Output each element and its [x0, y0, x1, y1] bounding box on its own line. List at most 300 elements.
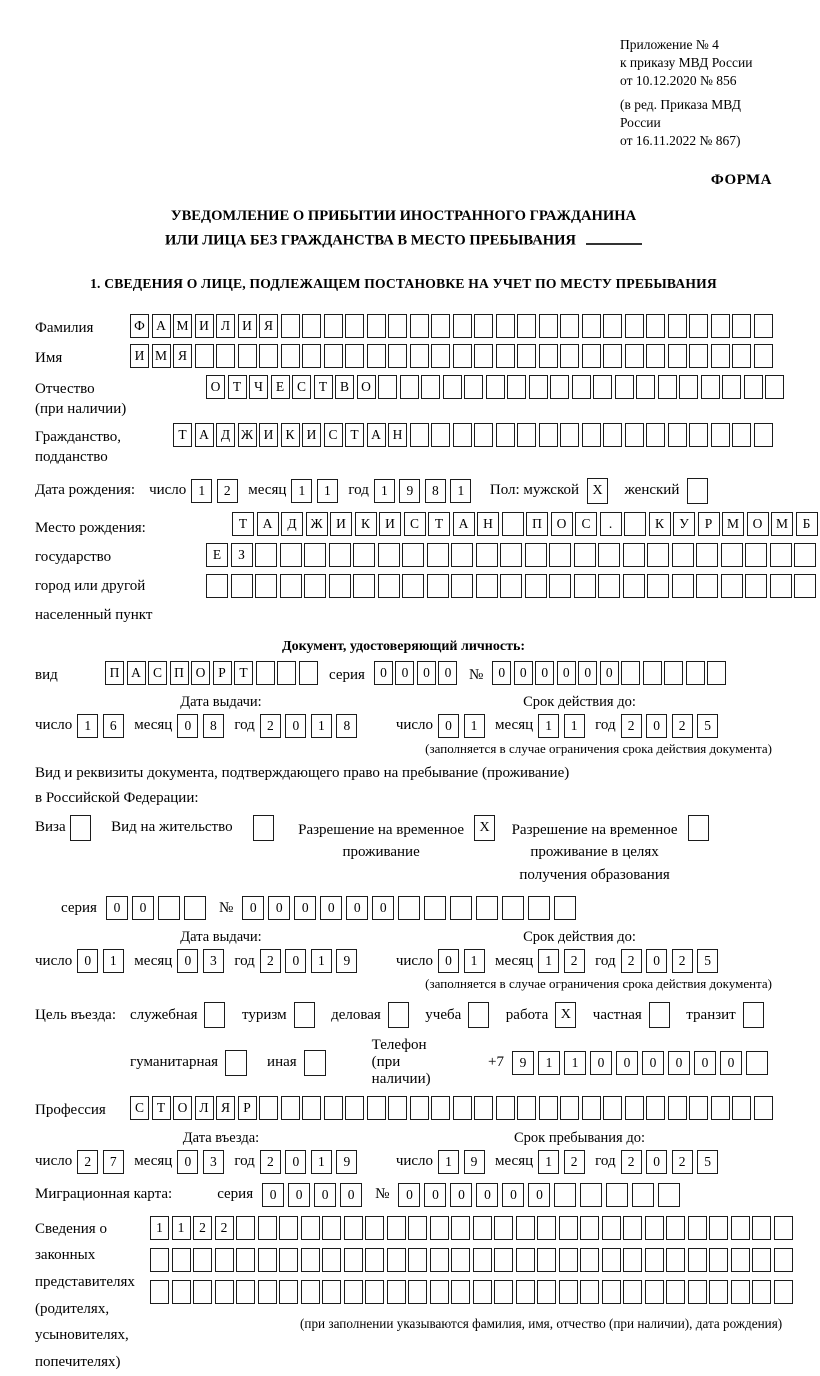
char-cell[interactable] [473, 1280, 492, 1304]
char-cell[interactable] [746, 1051, 768, 1075]
char-cell[interactable]: 0 [268, 896, 290, 920]
char-cell[interactable] [345, 314, 364, 338]
char-cell[interactable] [539, 1096, 558, 1120]
char-cell[interactable] [494, 1216, 513, 1240]
purpose-private-checkbox[interactable] [649, 1002, 670, 1028]
char-cell[interactable] [443, 375, 462, 399]
char-cell[interactable] [666, 1216, 685, 1240]
char-cell[interactable]: 0 [242, 896, 264, 920]
char-cell[interactable]: 0 [646, 714, 667, 738]
char-cell[interactable]: И [259, 423, 278, 447]
char-cell[interactable] [559, 1248, 578, 1272]
char-cell[interactable]: 0 [590, 1051, 612, 1075]
char-cell[interactable]: 0 [417, 661, 436, 685]
char-cell[interactable] [451, 574, 473, 598]
char-cell[interactable] [770, 543, 792, 567]
char-cell[interactable] [367, 344, 386, 368]
char-cell[interactable] [537, 1248, 556, 1272]
char-cell[interactable] [709, 1280, 728, 1304]
char-cell[interactable]: 1 [172, 1216, 191, 1240]
char-cell[interactable] [344, 1280, 363, 1304]
char-cell[interactable] [625, 1096, 644, 1120]
char-cell[interactable] [430, 1280, 449, 1304]
char-cell[interactable] [580, 1183, 602, 1207]
char-cell[interactable]: У [673, 512, 695, 536]
char-cell[interactable] [689, 314, 708, 338]
char-cell[interactable]: 1 [564, 1051, 586, 1075]
char-cell[interactable] [365, 1280, 384, 1304]
char-cell[interactable] [732, 1096, 751, 1120]
temp-residence-edu-checkbox[interactable] [688, 815, 709, 841]
char-cell[interactable]: О [357, 375, 376, 399]
char-cell[interactable] [215, 1248, 234, 1272]
char-cell[interactable]: А [257, 512, 279, 536]
char-cell[interactable] [430, 1248, 449, 1272]
char-cell[interactable] [302, 344, 321, 368]
char-cell[interactable]: 0 [578, 661, 597, 685]
char-cell[interactable] [281, 314, 300, 338]
char-cell[interactable]: 1 [191, 479, 212, 503]
char-cell[interactable]: Ч [249, 375, 268, 399]
char-cell[interactable] [378, 574, 400, 598]
char-cell[interactable]: Е [206, 543, 228, 567]
char-cell[interactable] [646, 344, 665, 368]
char-cell[interactable] [400, 375, 419, 399]
purpose-humanitarian-checkbox[interactable] [225, 1050, 247, 1076]
char-cell[interactable]: И [330, 512, 352, 536]
char-cell[interactable]: 2 [672, 714, 693, 738]
char-cell[interactable]: 1 [103, 949, 124, 973]
char-cell[interactable] [236, 1280, 255, 1304]
visa-checkbox[interactable] [70, 815, 91, 841]
char-cell[interactable]: 0 [372, 896, 394, 920]
char-cell[interactable] [731, 1216, 750, 1240]
char-cell[interactable] [636, 375, 655, 399]
char-cell[interactable]: Л [195, 1096, 214, 1120]
char-cell[interactable] [711, 314, 730, 338]
char-cell[interactable] [615, 375, 634, 399]
char-cell[interactable] [507, 375, 526, 399]
char-cell[interactable] [451, 1280, 470, 1304]
char-cell[interactable] [516, 1216, 535, 1240]
char-cell[interactable] [672, 543, 694, 567]
char-cell[interactable] [410, 1096, 429, 1120]
char-cell[interactable]: 0 [294, 896, 316, 920]
char-cell[interactable]: И [379, 512, 401, 536]
char-cell[interactable] [324, 1096, 343, 1120]
char-cell[interactable]: С [324, 423, 343, 447]
char-cell[interactable]: 0 [616, 1051, 638, 1075]
char-cell[interactable] [408, 1280, 427, 1304]
char-cell[interactable]: 8 [203, 714, 224, 738]
char-cell[interactable]: 2 [672, 1150, 693, 1174]
char-cell[interactable]: Т [428, 512, 450, 536]
char-cell[interactable] [353, 543, 375, 567]
char-cell[interactable]: 3 [203, 1150, 224, 1174]
char-cell[interactable] [537, 1280, 556, 1304]
char-cell[interactable]: 0 [340, 1183, 362, 1207]
char-cell[interactable]: 1 [311, 714, 332, 738]
char-cell[interactable]: Ф [130, 314, 149, 338]
char-cell[interactable]: 5 [697, 714, 718, 738]
char-cell[interactable]: С [292, 375, 311, 399]
char-cell[interactable] [256, 661, 275, 685]
char-cell[interactable] [451, 1216, 470, 1240]
char-cell[interactable]: 1 [464, 949, 485, 973]
char-cell[interactable] [643, 661, 662, 685]
char-cell[interactable] [602, 1248, 621, 1272]
char-cell[interactable] [603, 423, 622, 447]
char-cell[interactable] [668, 1096, 687, 1120]
char-cell[interactable] [431, 344, 450, 368]
char-cell[interactable] [745, 574, 767, 598]
char-cell[interactable] [679, 375, 698, 399]
char-cell[interactable]: Ж [238, 423, 257, 447]
char-cell[interactable] [474, 1096, 493, 1120]
char-cell[interactable]: . [600, 512, 622, 536]
char-cell[interactable] [517, 314, 536, 338]
char-cell[interactable] [525, 574, 547, 598]
char-cell[interactable] [281, 344, 300, 368]
char-cell[interactable] [580, 1248, 599, 1272]
char-cell[interactable] [709, 1216, 728, 1240]
char-cell[interactable]: 0 [77, 949, 98, 973]
char-cell[interactable] [646, 423, 665, 447]
char-cell[interactable]: П [105, 661, 124, 685]
char-cell[interactable] [402, 574, 424, 598]
char-cell[interactable] [258, 1216, 277, 1240]
char-cell[interactable] [645, 1216, 664, 1240]
char-cell[interactable] [496, 423, 515, 447]
char-cell[interactable] [408, 1248, 427, 1272]
char-cell[interactable]: 1 [538, 714, 559, 738]
char-cell[interactable]: Т [232, 512, 254, 536]
char-cell[interactable] [598, 543, 620, 567]
char-cell[interactable]: 1 [538, 949, 559, 973]
char-cell[interactable] [421, 375, 440, 399]
char-cell[interactable]: Я [216, 1096, 235, 1120]
char-cell[interactable] [430, 1216, 449, 1240]
char-cell[interactable] [537, 1216, 556, 1240]
char-cell[interactable] [696, 574, 718, 598]
char-cell[interactable] [593, 375, 612, 399]
char-cell[interactable] [732, 344, 751, 368]
char-cell[interactable] [231, 574, 253, 598]
char-cell[interactable] [668, 423, 687, 447]
char-cell[interactable] [158, 896, 180, 920]
char-cell[interactable]: 2 [260, 949, 281, 973]
char-cell[interactable]: З [231, 543, 253, 567]
char-cell[interactable] [255, 574, 277, 598]
char-cell[interactable] [625, 314, 644, 338]
char-cell[interactable]: Я [259, 314, 278, 338]
char-cell[interactable] [280, 543, 302, 567]
char-cell[interactable] [602, 1280, 621, 1304]
char-cell[interactable] [666, 1280, 685, 1304]
char-cell[interactable]: П [170, 661, 189, 685]
char-cell[interactable] [689, 1096, 708, 1120]
char-cell[interactable] [453, 1096, 472, 1120]
char-cell[interactable] [721, 574, 743, 598]
char-cell[interactable] [280, 574, 302, 598]
char-cell[interactable]: 3 [203, 949, 224, 973]
char-cell[interactable]: Е [271, 375, 290, 399]
char-cell[interactable]: К [355, 512, 377, 536]
char-cell[interactable]: 0 [514, 661, 533, 685]
char-cell[interactable] [550, 375, 569, 399]
char-cell[interactable]: 0 [285, 714, 306, 738]
char-cell[interactable]: 1 [291, 479, 312, 503]
char-cell[interactable] [580, 1280, 599, 1304]
char-cell[interactable] [774, 1280, 793, 1304]
char-cell[interactable] [259, 344, 278, 368]
char-cell[interactable] [539, 423, 558, 447]
char-cell[interactable]: 8 [425, 479, 446, 503]
char-cell[interactable]: О [206, 375, 225, 399]
char-cell[interactable]: С [148, 661, 167, 685]
char-cell[interactable] [623, 543, 645, 567]
char-cell[interactable]: 0 [177, 949, 198, 973]
char-cell[interactable] [603, 344, 622, 368]
char-cell[interactable] [255, 543, 277, 567]
char-cell[interactable] [598, 574, 620, 598]
char-cell[interactable] [424, 896, 446, 920]
char-cell[interactable]: 0 [528, 1183, 550, 1207]
char-cell[interactable] [496, 314, 515, 338]
char-cell[interactable]: 2 [215, 1216, 234, 1240]
char-cell[interactable]: 2 [260, 1150, 281, 1174]
char-cell[interactable]: 2 [260, 714, 281, 738]
char-cell[interactable] [688, 1280, 707, 1304]
char-cell[interactable] [686, 661, 705, 685]
char-cell[interactable] [324, 344, 343, 368]
char-cell[interactable]: А [152, 314, 171, 338]
char-cell[interactable] [378, 543, 400, 567]
char-cell[interactable]: Т [234, 661, 253, 685]
char-cell[interactable]: И [130, 344, 149, 368]
char-cell[interactable]: 0 [502, 1183, 524, 1207]
char-cell[interactable] [632, 1183, 654, 1207]
char-cell[interactable]: Н [477, 512, 499, 536]
char-cell[interactable] [476, 574, 498, 598]
char-cell[interactable]: 1 [438, 1150, 459, 1174]
char-cell[interactable] [474, 314, 493, 338]
char-cell[interactable] [770, 574, 792, 598]
char-cell[interactable] [554, 1183, 576, 1207]
char-cell[interactable] [301, 1248, 320, 1272]
char-cell[interactable] [388, 314, 407, 338]
char-cell[interactable] [754, 314, 773, 338]
char-cell[interactable]: 2 [217, 479, 238, 503]
char-cell[interactable] [431, 1096, 450, 1120]
char-cell[interactable]: К [281, 423, 300, 447]
char-cell[interactable]: Р [698, 512, 720, 536]
char-cell[interactable] [559, 1216, 578, 1240]
char-cell[interactable] [387, 1216, 406, 1240]
char-cell[interactable] [658, 375, 677, 399]
char-cell[interactable] [464, 375, 483, 399]
char-cell[interactable] [754, 344, 773, 368]
char-cell[interactable] [451, 1248, 470, 1272]
char-cell[interactable]: Т [228, 375, 247, 399]
char-cell[interactable] [603, 314, 622, 338]
char-cell[interactable]: 9 [336, 949, 357, 973]
char-cell[interactable]: П [526, 512, 548, 536]
char-cell[interactable] [754, 1096, 773, 1120]
char-cell[interactable] [450, 896, 472, 920]
char-cell[interactable] [696, 543, 718, 567]
char-cell[interactable]: 0 [476, 1183, 498, 1207]
char-cell[interactable] [516, 1280, 535, 1304]
char-cell[interactable] [647, 543, 669, 567]
char-cell[interactable] [322, 1248, 341, 1272]
char-cell[interactable] [322, 1280, 341, 1304]
char-cell[interactable] [496, 1096, 515, 1120]
char-cell[interactable] [623, 1248, 642, 1272]
char-cell[interactable]: С [404, 512, 426, 536]
char-cell[interactable]: 0 [314, 1183, 336, 1207]
char-cell[interactable] [732, 314, 751, 338]
char-cell[interactable] [688, 1216, 707, 1240]
char-cell[interactable]: О [191, 661, 210, 685]
char-cell[interactable] [453, 423, 472, 447]
char-cell[interactable] [193, 1248, 212, 1272]
char-cell[interactable] [664, 661, 683, 685]
purpose-transit-checkbox[interactable] [743, 1002, 764, 1028]
char-cell[interactable] [745, 543, 767, 567]
char-cell[interactable]: 1 [77, 714, 98, 738]
char-cell[interactable] [431, 314, 450, 338]
char-cell[interactable] [184, 896, 206, 920]
char-cell[interactable] [731, 1248, 750, 1272]
char-cell[interactable] [623, 1216, 642, 1240]
char-cell[interactable]: 0 [177, 1150, 198, 1174]
char-cell[interactable] [668, 314, 687, 338]
char-cell[interactable]: 2 [193, 1216, 212, 1240]
char-cell[interactable] [623, 574, 645, 598]
char-cell[interactable]: 0 [535, 661, 554, 685]
purpose-other-checkbox[interactable] [304, 1050, 326, 1076]
char-cell[interactable]: 0 [374, 661, 393, 685]
char-cell[interactable] [752, 1280, 771, 1304]
purpose-official-checkbox[interactable] [204, 1002, 225, 1028]
char-cell[interactable] [353, 574, 375, 598]
char-cell[interactable] [150, 1248, 169, 1272]
char-cell[interactable] [451, 543, 473, 567]
char-cell[interactable] [560, 1096, 579, 1120]
char-cell[interactable]: 1 [464, 714, 485, 738]
char-cell[interactable] [582, 344, 601, 368]
char-cell[interactable]: А [453, 512, 475, 536]
char-cell[interactable]: 1 [150, 1216, 169, 1240]
char-cell[interactable] [722, 375, 741, 399]
char-cell[interactable] [215, 1280, 234, 1304]
char-cell[interactable]: В [335, 375, 354, 399]
char-cell[interactable]: А [127, 661, 146, 685]
char-cell[interactable] [279, 1216, 298, 1240]
char-cell[interactable]: Ж [306, 512, 328, 536]
char-cell[interactable]: 1 [564, 714, 585, 738]
char-cell[interactable]: 2 [621, 949, 642, 973]
char-cell[interactable] [322, 1216, 341, 1240]
char-cell[interactable]: 0 [438, 949, 459, 973]
char-cell[interactable] [473, 1216, 492, 1240]
char-cell[interactable]: Я [173, 344, 192, 368]
char-cell[interactable]: 1 [538, 1150, 559, 1174]
char-cell[interactable] [606, 1183, 628, 1207]
char-cell[interactable] [602, 1216, 621, 1240]
char-cell[interactable] [516, 1248, 535, 1272]
char-cell[interactable] [410, 344, 429, 368]
char-cell[interactable] [408, 1216, 427, 1240]
char-cell[interactable] [500, 574, 522, 598]
char-cell[interactable]: Д [281, 512, 303, 536]
char-cell[interactable]: 9 [336, 1150, 357, 1174]
char-cell[interactable]: М [722, 512, 744, 536]
char-cell[interactable]: 1 [538, 1051, 560, 1075]
char-cell[interactable] [688, 1248, 707, 1272]
char-cell[interactable]: И [195, 314, 214, 338]
char-cell[interactable]: Л [216, 314, 235, 338]
char-cell[interactable] [528, 896, 550, 920]
char-cell[interactable] [302, 314, 321, 338]
char-cell[interactable] [367, 1096, 386, 1120]
char-cell[interactable]: С [130, 1096, 149, 1120]
char-cell[interactable]: 7 [103, 1150, 124, 1174]
char-cell[interactable] [559, 1280, 578, 1304]
char-cell[interactable]: 2 [77, 1150, 98, 1174]
char-cell[interactable] [539, 344, 558, 368]
char-cell[interactable]: 0 [642, 1051, 664, 1075]
char-cell[interactable] [646, 1096, 665, 1120]
char-cell[interactable] [774, 1216, 793, 1240]
char-cell[interactable]: 0 [646, 949, 667, 973]
char-cell[interactable] [500, 543, 522, 567]
char-cell[interactable]: 8 [336, 714, 357, 738]
purpose-tourism-checkbox[interactable] [294, 1002, 315, 1028]
char-cell[interactable]: 0 [438, 661, 457, 685]
char-cell[interactable]: О [551, 512, 573, 536]
purpose-business-checkbox[interactable] [388, 1002, 409, 1028]
char-cell[interactable]: И [302, 423, 321, 447]
char-cell[interactable] [765, 375, 784, 399]
char-cell[interactable] [453, 344, 472, 368]
char-cell[interactable]: 2 [621, 1150, 642, 1174]
char-cell[interactable] [258, 1280, 277, 1304]
char-cell[interactable]: 0 [395, 661, 414, 685]
char-cell[interactable] [794, 574, 816, 598]
char-cell[interactable] [502, 896, 524, 920]
char-cell[interactable] [410, 314, 429, 338]
char-cell[interactable] [496, 344, 515, 368]
char-cell[interactable]: 0 [424, 1183, 446, 1207]
char-cell[interactable]: М [173, 314, 192, 338]
char-cell[interactable] [474, 423, 493, 447]
char-cell[interactable] [672, 574, 694, 598]
char-cell[interactable]: 5 [697, 949, 718, 973]
char-cell[interactable] [707, 661, 726, 685]
char-cell[interactable] [689, 423, 708, 447]
char-cell[interactable] [711, 344, 730, 368]
char-cell[interactable]: 6 [103, 714, 124, 738]
char-cell[interactable] [206, 574, 228, 598]
char-cell[interactable] [172, 1280, 191, 1304]
char-cell[interactable]: Б [796, 512, 818, 536]
char-cell[interactable] [744, 375, 763, 399]
char-cell[interactable] [195, 344, 214, 368]
char-cell[interactable] [549, 574, 571, 598]
char-cell[interactable]: 9 [512, 1051, 534, 1075]
